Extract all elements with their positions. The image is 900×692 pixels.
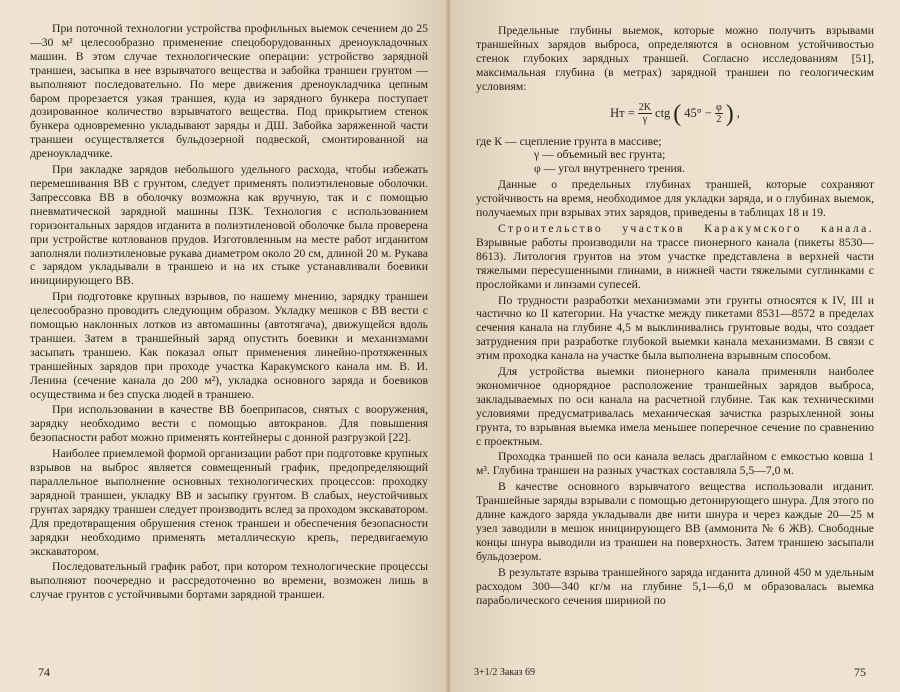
right-paragraph-1: По трудности разработки механизмами эти грунты относятся к IV, III и частично ко II категории. На участке между пикетами 8531—8572 в пределах сечения канала на глубине 4,5 м выклинивались грунтовые воды, что создает затруднения при разработке глубокой выемки канала механизмами. В связи с этим проходка канала на участке была выполнена взрывным способом. (476, 293, 874, 363)
section-text: Взрывные работы производили на трассе пионерного канала (пикеты 8530—8613). Литология грунтов на этом участке представлена в верхней части тяжелыми пересушенными глинами, в нижней части тяжелыми суглинками с прослойками и линзами супесей. (476, 235, 874, 291)
formula-close-paren: ) (725, 100, 734, 127)
formula-inner-left: 45° − (684, 106, 712, 121)
left-paragraph-1: При поточной технологии устройства профильных выемок сечением до 25—30 м² целесообразно применение спецоборудованных дреноукладочных машин. В этом случае технологические операции: устройство зарядной траншеи, засыпка в нее взрывчатого вещества и забойка траншеи грунтом — выполняют последовательно. По мере движения дреноукладчика цепным баром прорезается узкая траншея, куда из зарядного бункера поступает дозированное количество взрывчатого вещества. Под прикрытием стенок бункера одновременно укладывают заряды и ДШ. Забойка заряженной части траншеи осуществляется бульдозерной подвеской, смонтированной на дреноукладчике. (30, 22, 428, 161)
legend-line: где К — сцепление грунта в массиве; (476, 134, 662, 148)
left-paragraph-2: При закладке зарядов небольшого удельного расхода, чтобы избежать перемешивания ВВ с грунтом, следует применять полиэтиленовые оболочки. Запрессовка ВВ в оболочку возможна как вручную, так и с помощью пневматической зарядной машины ПЗК. Технология с использованием горизонтальных зарядов игданита в полиэтиленовой оболочке была проверена при устройстве котлованов прудов. Изготовленным на месте работ игданитом заполняли полиэтиленовые рукава диаметром около 20 см, длиной 20 м. Рукава с зарядом укладывали в траншею и на их стыке устанавливали боевики инициирующего ВВ. (30, 163, 428, 288)
formula-fraction (638, 102, 652, 125)
section-paragraph (476, 222, 874, 292)
right-paragraph-4: В качестве основного взрывчатого вещества использовали игданит. Траншейные заряды взрывали с помощью детонирующего шнура. Для этого по длине каждого заряда укладывали две нити шнура и через каждые 20—25 м узел заводили в мешок инициирующего ВВ (аммонита № 6 ЖВ). Свободные концы шнура выводили из траншеи на поверхность. Затем траншею засыпали бульдозером. (476, 480, 874, 563)
section-heading: Строительство участков Каракумского канала. (498, 221, 874, 235)
left-page-number: 74 (38, 665, 50, 679)
legend-line: φ — угол внутреннего трения. (534, 162, 686, 176)
left-paragraph-6: Последовательный график работ, при котором технологические процессы выполняют поочередно и рассредоточенно во времени, возможен лишь в случае грунтов с устойчивыми бортами зарядной траншеи. (30, 560, 428, 602)
right-paragraph-2: Для устройства выемки пионерного канала применяли наиболее экономичное однорядное расположение траншейных зарядов выброса, закладываемых по оси канала на расчетной глубине. Так как техническими условиями предусматривалась механическая зачистка разрыхленной зоны грунта, то взрывная выемка имела меньшее поперечное сечение по сравнению с проектным. (476, 365, 874, 448)
printer-signature-mark: 3+1/2 Заказ 69 (474, 667, 535, 678)
formula-open-paren: ( (673, 100, 682, 127)
formula-inner-fraction (715, 102, 723, 125)
depth-formula (476, 99, 874, 129)
legend-line: γ — объемный вес грунта; (534, 148, 666, 162)
formula-fraction-numerator: 2K (638, 102, 652, 114)
formula-inner-numerator: φ (715, 102, 722, 114)
right-paragraph-tables: Данные о предельных глубинах траншей, которые сохраняют устойчивость на время, необходимое для укладки заряда, и о глубинах выемок, получаемых при взрывах этих зарядов, приведены в таблицах 18 и 19. (476, 178, 874, 220)
right-page-number: 75 (854, 665, 866, 679)
right-paragraph-3: Проходка траншей по оси канала велась драглайном с емкостью ковша 1 м³. Глубина траншеи на разных участках составляла 5,5—7,0 м. (476, 450, 874, 478)
formula-fraction-denominator: γ (642, 114, 648, 126)
right-page (450, 0, 900, 692)
right-paragraph-5: В результате взрыва траншейного заряда игданита длиной 450 м удельным расходом 300—340 кг/м на глубине 5,1—6,0 м образовалась выемка параболического сечения шириной по (476, 565, 874, 607)
left-paragraph-3: При подготовке крупных взрывов, по нашему мнению, зарядку траншеи целесообразно проводить следующим образом. Укладку мешков с ВВ вести с помощью наклонных лотков из автомашины (автотягача), движущейся вдоль траншеи. Затем в траншейный заряд опустить боевики и механизмами засыпать траншею. Как показал опыт применения линейно-протяженных траншейных зарядов при проходе участка Каракумского канала им. В. И. Ленина (сечение канала до 200 м²), укладка основного заряда и боевиков осуществима и без спуска людей в траншею. (30, 290, 428, 401)
formula-inner-denominator: 2 (716, 114, 722, 126)
formula-tail: , (736, 106, 740, 121)
right-intro-paragraph: Предельные глубины выемок, которые можно получить взрывами траншейных зарядов выброса, определяются в основном устойчивостью стенок глубоких зарядных траншей. Согласно исследованиям [51], максимальная глубина (в метрах) зарядной траншеи по геологическим условиям: (476, 24, 874, 93)
formula-function: ctg (655, 106, 671, 121)
formula-legend (476, 135, 874, 177)
left-paragraph-4: При использовании в качестве ВВ боеприпасов, снятых с вооружения, зарядку необходимо вести с помощью автокранов. Для повышения безопасности работ можно применять контейнеры с донной разгрузкой [22]. (30, 403, 428, 445)
formula-lhs: Hт = (610, 106, 635, 121)
left-paragraph-5: Наиболее приемлемой формой организации работ при подготовке крупных взрывов на выброс является совмещенный график, предопределяющий параллельное выполнение основных технологических процессов: проходку зарядной траншеи, укладку ВВ и засыпку грунтом. В слабых, неустойчивых грунтах зарядку траншеи следует производить вслед за проходом экскаватором. Для предотвращения обрушения стенок траншеи и обеспечения безопасности зарядки необходимо применять металлическую крепь, передвигаемую экскаватором. (30, 447, 428, 558)
